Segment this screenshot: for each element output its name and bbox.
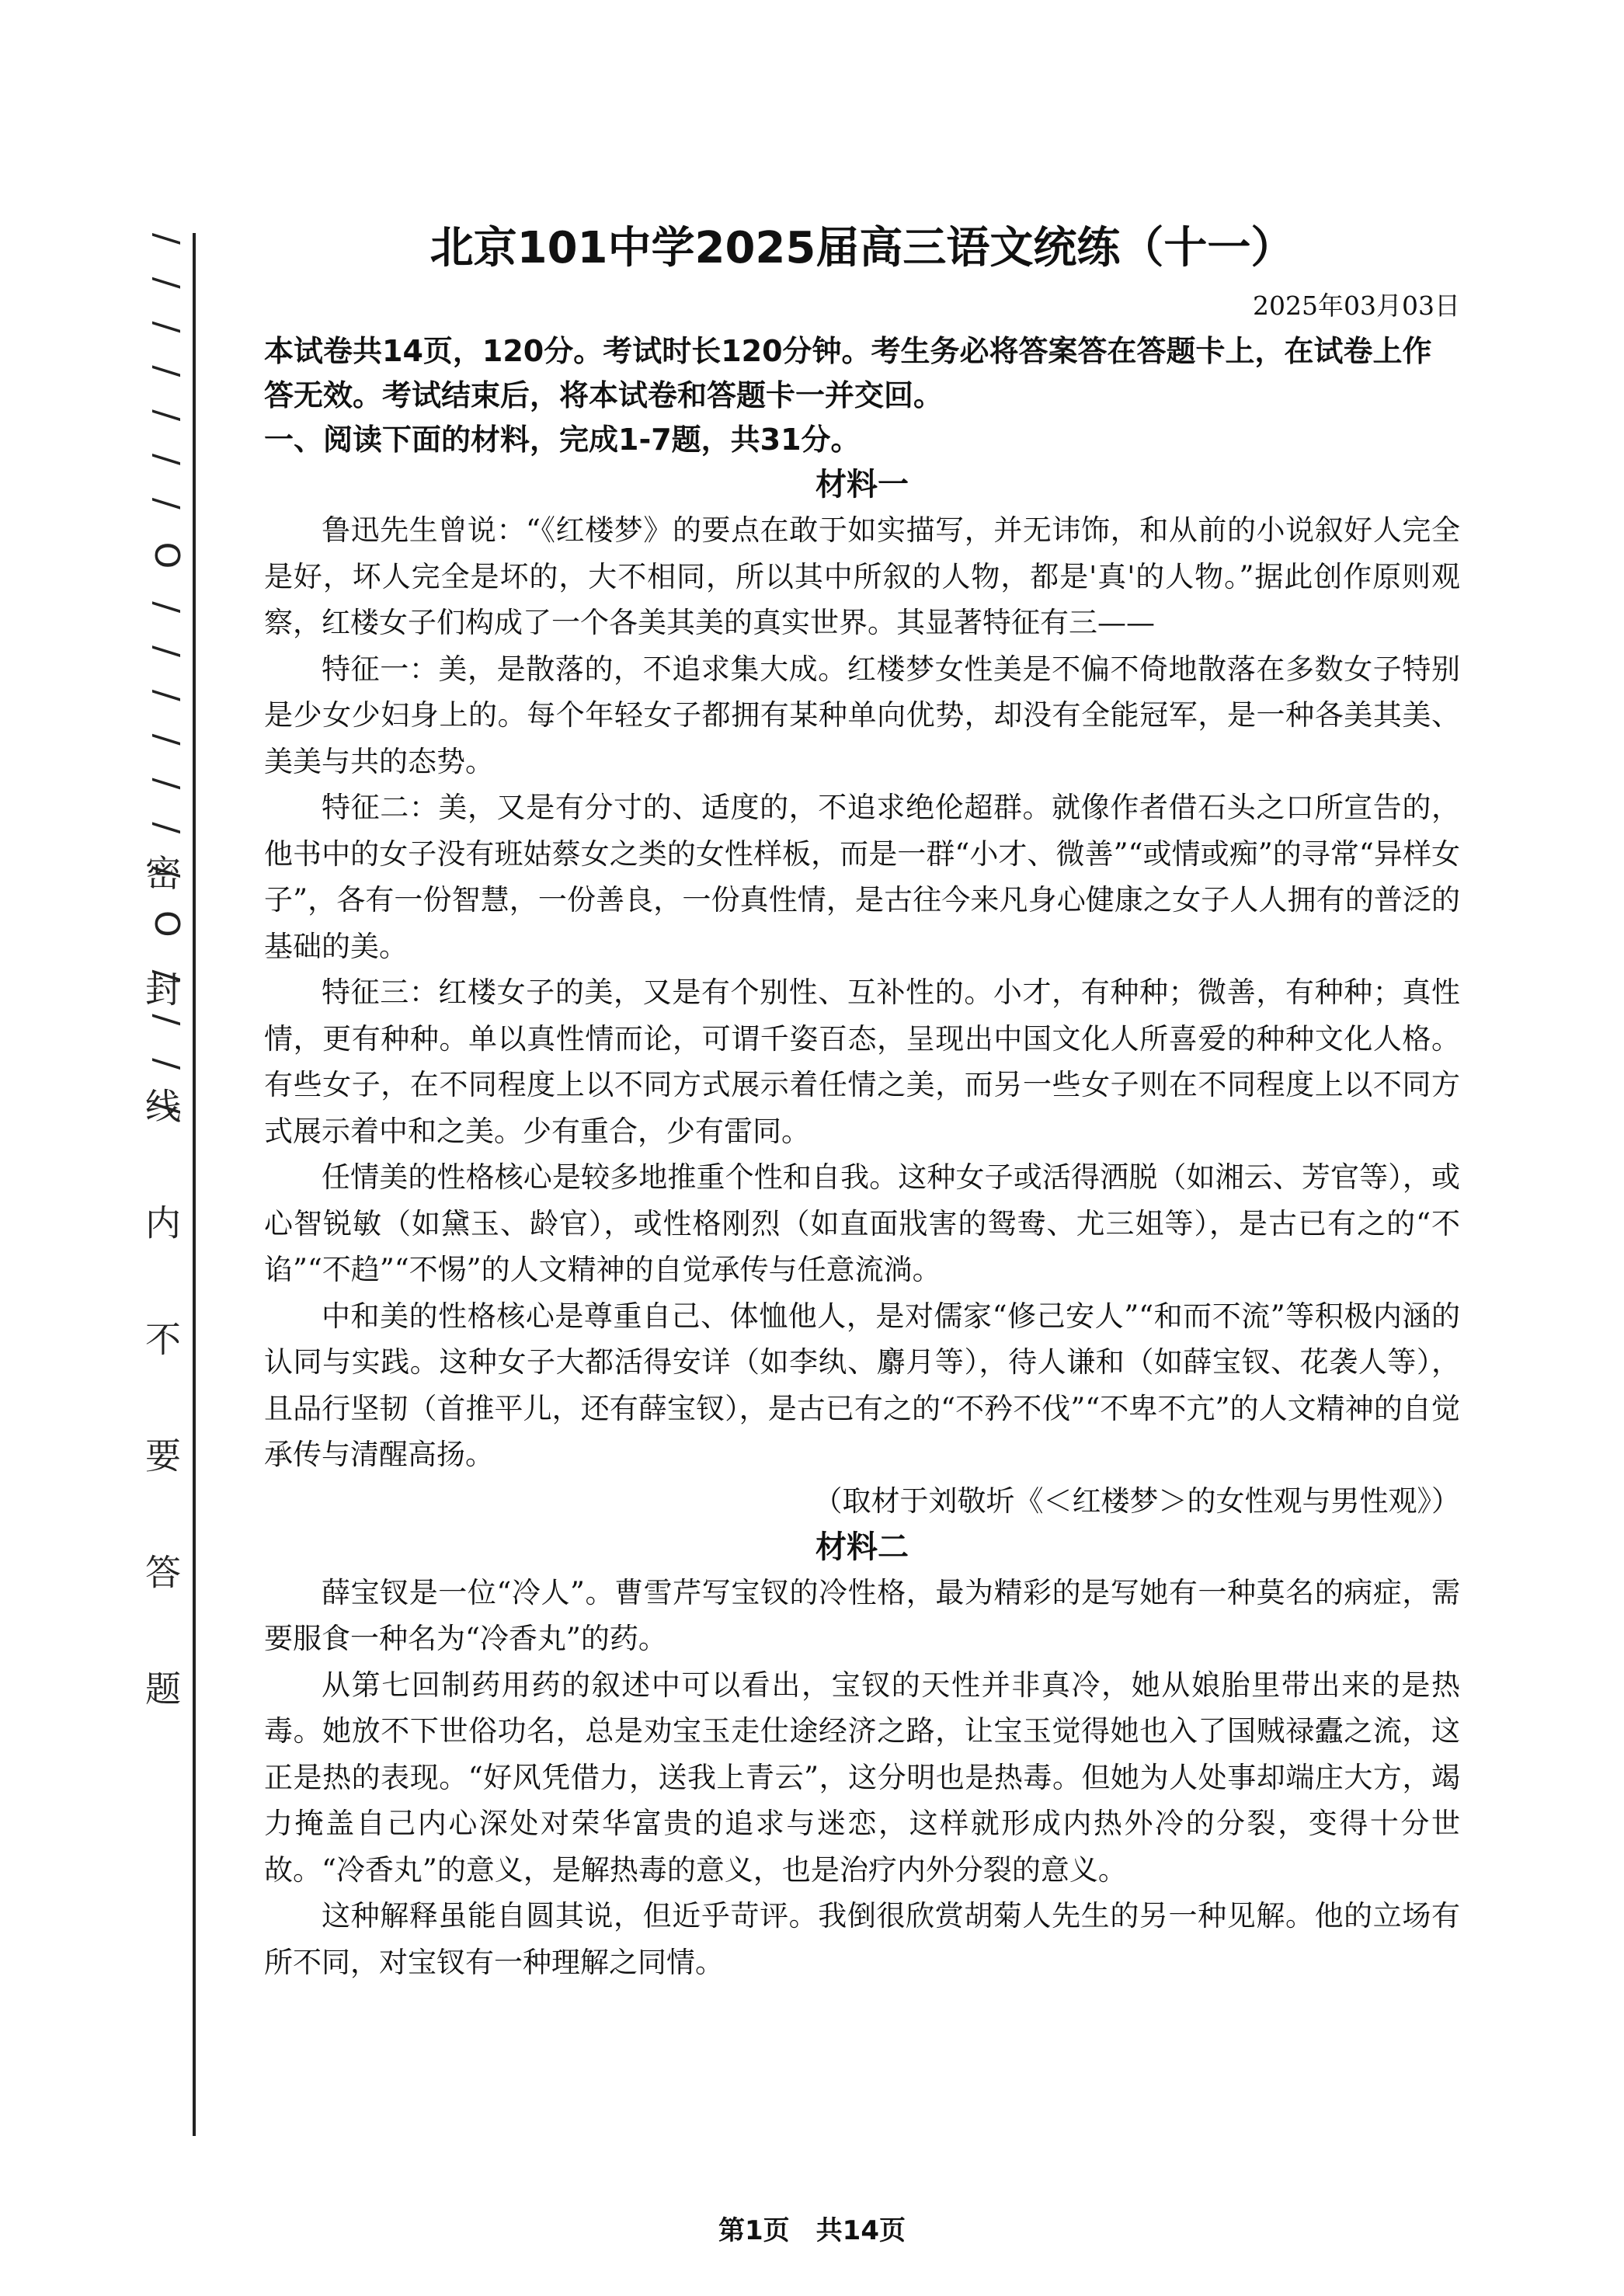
material2-paragraph: 这种解释虽能自圆其说，但近乎苛评。我倒很欣赏胡菊人先生的另一种见解。他的立场有所不同，对宝钗有一种理解之同情。 (264, 1899, 1460, 1979)
material1-source: （取材于刘敬圻《＜红楼梦＞的女性观与男性观》） (813, 1484, 1460, 1518)
material1-paragraph: 中和美的性格核心是尊重自己、体恤他人，是对儒家“修己安人”“和而不流”等积极内涵的认同与实践。这种女子大都活得安详（如李纨、麝月等），待人谦和（如薛宝钗、花袭人等），且品行坚韧（首推平儿，还有薛宝钗），是古已有之的“不矜不伐”“不卑不亢”的人文精神的自觉承传与清醒高扬。 (264, 1299, 1460, 1471)
material2-paragraph: 从第七回制药用药的叙述中可以看出，宝钗的天性并非真冷，她从娘胎里带出来的是热毒。她放不下世俗功名，总是劝宝玉走仕途经济之路，让宝玉觉得她也入了国贼禄蠹之流，这正是热的表现。“好风凭借力，送我上青云”，这分明也是热毒。但她为人处事却端庄大方，竭力掩盖自己内心深处对荣华富贵的追求与迷恋，这样就形成内热外冷的分裂，变得十分世故。“冷香丸”的意义，是解热毒的意义，也是治疗内外分裂的意义。 (264, 1668, 1460, 1887)
binding-marks: / / / / / / / O / / / / / / / O / / / / (147, 233, 186, 1125)
material1-paragraph: 特征二：美，又是有分寸的、适度的，不追求绝伦超群。就像作者借石头之口所宣告的，他书中的女子没有班姑蔡女之类的女性样板，而是一群“小才、微善”“或情或痴”的寻常“异样女子”，各有一份智慧，一份善良，一份真性情，是古往今来凡身心健康之女子人人拥有的普泛的基础的美。 (264, 791, 1460, 963)
exam-page (264, 217, 1460, 1985)
material1-paragraph: 任情美的性格核心是较多地推重个性和自我。这种女子或活得洒脱（如湘云、芳官等），或心智锐敏（如黛玉、龄官），或性格刚烈（如直面戕害的鸳鸯、尤三姐等），是古已有之的“不谄”“不趋”“不惕”的人文精神的自觉承传与任意流淌。 (264, 1160, 1460, 1286)
exam-title: 北京101中学2025届高三语文统练（十一） (429, 223, 1295, 273)
binding-line (193, 233, 196, 2136)
section-heading: 一、阅读下面的材料，完成1-7题，共31分。 (264, 423, 861, 457)
material2-paragraph: 薛宝钗是一位“冷人”。曹雪芹写宝钗的冷性格，最为精彩的是写她有一种莫名的病症，需要服食一种名为“冷香丸”的药。 (264, 1575, 1460, 1655)
material1-paragraph: 鲁迅先生曾说：“《红楼梦》的要点在敢于如实描写，并无讳饰，和从前的小说叙好人完全是好，坏人完全是坏的，大不相同，所以其中所叙的人物，都是'真'的人物。”据此创作原则观察，红楼女子们构成了一个各美其美的真实世界。其显著特征有三—— (264, 513, 1460, 639)
binding-margin (140, 233, 210, 2136)
material2-heading: 材料二 (815, 1529, 909, 1565)
material1-heading: 材料一 (815, 467, 909, 503)
material1-paragraph: 特征一：美，是散落的，不追求集大成。红楼梦女性美是不偏不倚地散落在多数女子特别是少女少妇身上的。每个年轻女子都拥有某种单向优势，却没有全能冠军，是一种各美其美、美美与共的态势。 (264, 652, 1460, 778)
exam-date: 2025年03月03日 (1253, 290, 1460, 321)
exam-notice: 本试卷共14页，120分。考试时长120分钟。考生务必将答案答在答题卡上，在试卷上作答无效。考试结束后，将本试卷和答题卡一并交回。 (264, 334, 1432, 412)
page-footer: 第1页 共14页 (718, 2215, 906, 2246)
material1-paragraph: 特征三：红楼女子的美，又是有个别性、互补性的。小才，有种种；微善，有种种；真性情，更有种种。单以真性情而论，可谓千姿百态，呈现出中国文化人所喜爱的种种文化人格。有些女子，在不同程度上以不同方式展示着任情之美，而另一些女子则在不同程度上以不同方式展示着中和之美。少有重合，少有雷同。 (264, 976, 1460, 1148)
binding-warning: 密封线内不要答题 (140, 854, 182, 1786)
